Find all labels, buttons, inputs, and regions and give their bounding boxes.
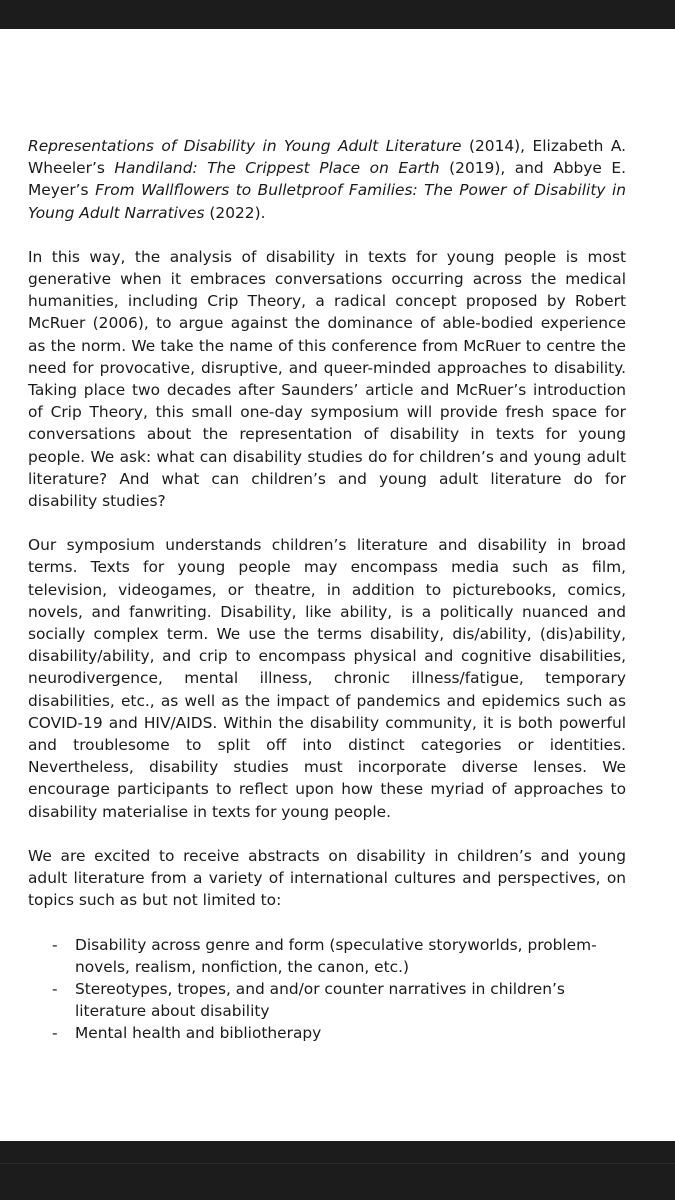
- bottom-bar: [0, 1141, 675, 1200]
- list-item: - Stereotypes, tropes, and and/or counter narratives in children’s literature about disability: [52, 979, 565, 1021]
- book-title-wallflowers: From Wallflowers to Bulletproof Families: The Power of Disability in Young Adult Narratives: [28, 181, 626, 222]
- paragraph-scope: Our symposium understands children’s literature and disability in broad terms. Texts for young people may encompass media such as film, television, videogames, or theatre, in addition to picturebooks, comics, novels, and fanwriting. Disability, like ability, is a politically nuanced and socially complex term. We use the terms disability, dis/ability, (dis)ability, disability/ability, and crip to encompass physical and cognitive disabilities, neurodivergence, mental illness, chronic illness/fatigue, temporary disabilities, etc., as well as the impact of pandemics and epidemics such as COVID-19 and HIV/AIDS. Within the disability community, it is both powerful and troublesome to split off into distinct categories or identities. Nevertheless, disability studies must incorporate diverse lenses. We encourage participants to reflect upon how these myriad of approaches to disability materialise in texts for young people.: [28, 536, 626, 821]
- list-item: - Disability across genre and form (speculative storyworlds, problem-novels, realism, nonfiction, the canon, etc.): [52, 935, 597, 976]
- bullet-dash: -: [52, 1024, 58, 1043]
- paragraph-references: Representations of Disability in Young Adult Literature (2014), Elizabeth A. Wheeler’s Handiland: The Crippest Place on Earth (2019), and Abbye E. Meyer’s From Wallflowers to Bulletproof Families: The Power of Disability in Young Adult Narratives (2022).: [28, 137, 626, 222]
- paragraph-crip-theory: In this way, the analysis of disability in texts for young people is most generative when it embraces conversations occurring across the medical humanities, including Crip Theory, a radical concept proposed by Robert McRuer (2006), to argue against the dominance of able-bodied experience as the norm. We take the name of this conference from McRuer to centre the need for provocative, disruptive, and queer-minded approaches to disability. Taking place two decades after Saunders’ article and McRuer’s introduction of Crip Theory, this small one-day symposium will provide fresh space for conversations about the representation of disability in texts for young people. We ask: what can disability studies do for children’s and young adult literature? And what can children’s and young adult literature do for disability studies?: [28, 247, 626, 511]
- bullet-dash: -: [52, 935, 58, 954]
- top-bar: [0, 0, 675, 29]
- list-item: - Mental health and bibliotherapy: [28, 1022, 626, 1044]
- document-body: [28, 135, 626, 1045]
- book-title-handiland: Handiland: The Crippest Place on Earth: [114, 159, 440, 178]
- paragraph-call: We are excited to receive abstracts on disability in children’s and young adult literature from a variety of international cultures and perspectives, on topics such as but not limited to:: [28, 846, 626, 910]
- topics-list: [28, 934, 626, 1045]
- bullet-dash: -: [52, 979, 58, 998]
- book-title-representations: Representations of Disability in Young Adult Literature: [28, 137, 462, 155]
